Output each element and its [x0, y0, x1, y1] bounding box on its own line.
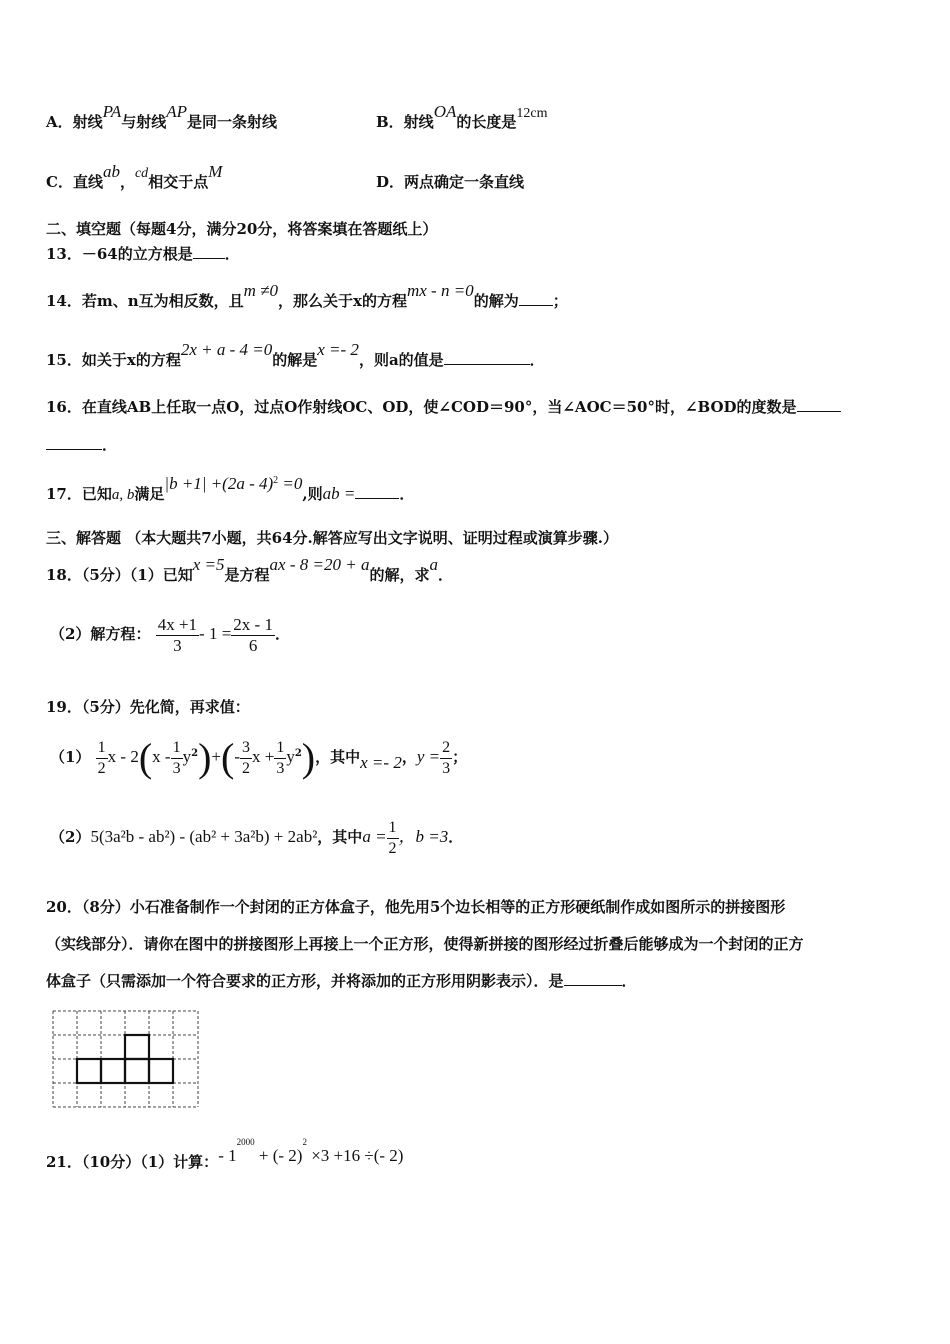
question-20-line-2: （实线部分）．请你在图中的拼接图形上再接上一个正方形，使得新拼接的图形经过折叠后能够成为一个封闭的正方: [46, 935, 804, 953]
answer-blank: [193, 244, 225, 259]
question-20-line-1: 20．（8分）小石准备制作一个封闭的正方体盒子，他先用5个边长相等的正方形硬纸制作成如图所示的拼接图形: [46, 898, 786, 916]
q12-option-c: C．直线ab，cd相交于点M: [46, 162, 223, 191]
question-19-title: 19．（5分）先化简，再求值：: [46, 698, 250, 716]
section-3-heading: 三、解答题 （本大题共7小题，共64分.解答应写出文字说明、证明过程或演算步骤.）: [46, 529, 618, 547]
q12-option-a: A．射线PA与射线AP是同一条射线: [46, 102, 278, 131]
question-14: 14．若m、n互为相反数，且m ≠0，那么关于x的方程mx - n =0的解为 ；: [46, 281, 568, 310]
question-20-line-3: 体盒子（只需添加一个符合要求的正方形，并将添加的正方形用阴影表示）．是 ．: [46, 972, 637, 990]
q12-option-d: D．两点确定一条直线: [376, 173, 525, 191]
question-16-continued: ．: [46, 435, 117, 455]
q12-option-b: B．射线OA的长度是12cm: [376, 102, 548, 131]
answer-blank: [797, 397, 841, 412]
math-ap: AP: [166, 102, 188, 121]
question-15: 15．如关于x的方程2x + a - 4 =0的解是x =- 2，则a的值是 ．: [46, 340, 545, 369]
answer-blank: [355, 484, 399, 499]
cube-net-figure: [50, 1008, 202, 1110]
answer-blank: [564, 971, 622, 986]
math-12cm: 12cm: [516, 106, 548, 121]
section-2-heading: 二、填空题（每题4分，满分20分，将答案填在答题纸上）: [46, 220, 438, 238]
answer-blank: [519, 291, 553, 306]
solid-net: [77, 1035, 173, 1083]
question-18-part-2: （2）解方程： $\frac{4x +1}{3}$ - 1 = $\frac{2x - 1}{6}$ ．: [50, 614, 290, 655]
question-17: 17．已知a, b满足|b +1| +(2a - 4)$^2$ =0,则ab = ．: [46, 474, 415, 503]
fraction: $\frac{4x +1}{3}$: [157, 614, 198, 655]
question-19-part-2: （2）5(3a²b - ab²) - (ab² + 3a²b) + 2ab²，其中a = $\frac{1}{2}$ ，b =3．: [50, 818, 464, 857]
question-18: 18．（5分）（1）已知x =5是方程ax - 8 =20 + a的解，求a．: [46, 555, 453, 584]
question-19-part-1: （1） $\frac{1}{2}$ x - 2(x - $\frac{1}{3}$ $y^2)+(-$ $\frac{3}{2}$ x + $\frac{1}{3}$ $y^2$)，其中x =- 2，y = $\frac{2}{3}$ ；: [50, 735, 468, 780]
question-16: 16．在直线AB上任取一点O，过点O作射线OC、OD，使∠COD＝90°，当∠AOC＝50°时，∠BOD的度数是: [46, 397, 841, 417]
answer-blank: [46, 435, 102, 450]
fraction: $\frac{2x - 1}{6}$: [233, 614, 273, 655]
math-oa: OA: [433, 102, 457, 121]
math-pa: PA: [102, 102, 122, 121]
answer-blank: [444, 350, 530, 365]
question-13: 13．－64的立方根是 ．: [46, 245, 240, 263]
question-21: 21．（10分）（1）计算：- $1^{2000}$ + (- 2)$^2$ ×3 +16 ÷(- 2): [46, 1137, 404, 1171]
